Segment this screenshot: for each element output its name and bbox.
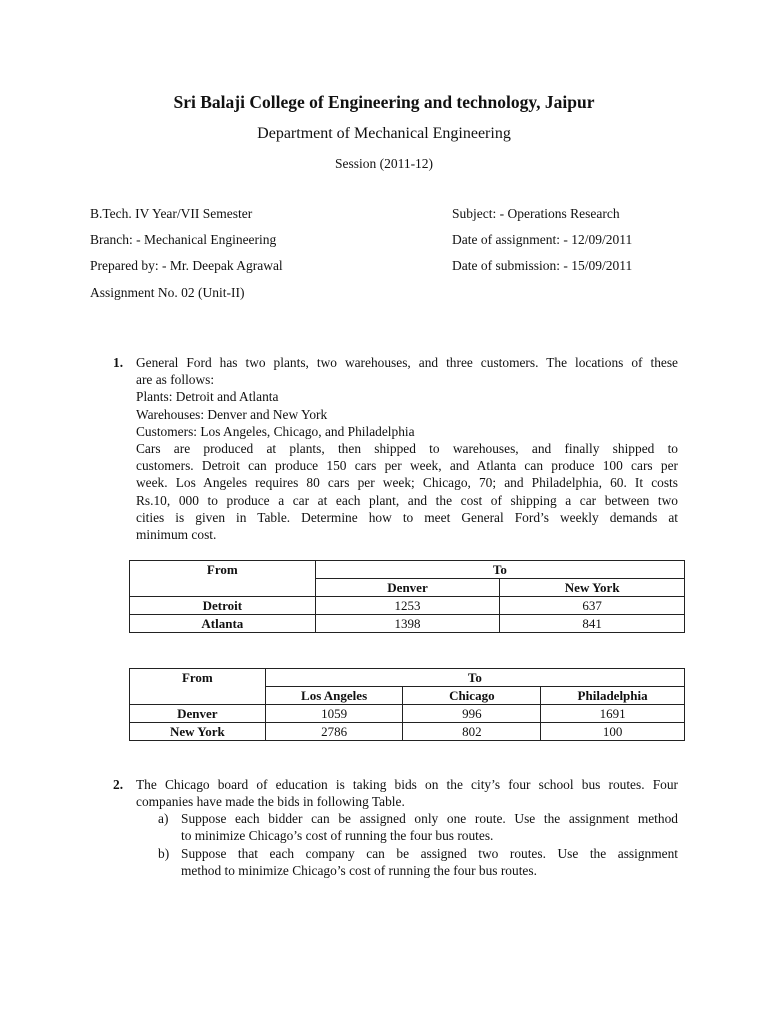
- column-header: New York: [500, 579, 685, 597]
- shipping-table-plants-warehouses: [129, 560, 685, 633]
- row-header: Atlanta: [130, 615, 316, 633]
- q2-line: The Chicago board of education is taking bids on the city’s four school bus routes. Four: [136, 777, 678, 792]
- table-cell: 1691: [541, 705, 685, 723]
- to-header: To: [315, 561, 684, 579]
- q1-line: Plants: Detroit and Atlanta: [136, 389, 279, 405]
- table-row: [130, 597, 685, 615]
- table-row: [130, 705, 685, 723]
- column-header: Chicago: [403, 687, 541, 705]
- prepared-by: Prepared by: - Mr. Deepak Agrawal: [90, 258, 283, 273]
- table-cell: 1398: [315, 615, 500, 633]
- q1-line: week. Los Angeles requires 80 cars per week; Chicago, 70; and Philadelphia, 60. It costs: [136, 475, 678, 491]
- table-cell: 802: [403, 723, 541, 741]
- sub-question-letter: a): [158, 811, 169, 826]
- sub-question-line: Suppose that each company can be assigned two routes. Use the assignment: [181, 846, 678, 861]
- q1-line: General Ford has two plants, two warehouses, and three customers. The locations of these: [136, 355, 678, 370]
- row-header: New York: [130, 723, 266, 741]
- department-name: Department of Mechanical Engineering: [257, 125, 511, 142]
- question-2a: [136, 810, 678, 846]
- question-2-text: [136, 776, 678, 810]
- table-cell: 2786: [265, 723, 403, 741]
- column-header: Philadelphia: [541, 687, 685, 705]
- question-1-text: [136, 354, 678, 543]
- column-header: Denver: [315, 579, 500, 597]
- row-header: Denver: [130, 705, 266, 723]
- table-row: [130, 669, 685, 687]
- sub-question-line: Suppose each bidder can be assigned only one route. Use the assignment method: [181, 811, 678, 826]
- q1-line: cities is given in Table. Determine how to meet General Ford’s weekly demands at: [136, 509, 678, 525]
- date-of-assignment: Date of assignment: - 12/09/2011: [452, 232, 633, 247]
- column-header: Los Angeles: [265, 687, 403, 705]
- q2-line: companies have made the bids in following Table.: [136, 794, 405, 810]
- shipping-table-warehouses-customers: [129, 668, 685, 741]
- q1-line: minimum cost.: [136, 527, 217, 543]
- row-header: Detroit: [130, 597, 316, 615]
- assignment-number: Assignment No. 02 (Unit-II): [90, 285, 245, 300]
- table-row: [130, 561, 685, 579]
- from-header: From: [130, 669, 266, 705]
- question-2b: [136, 845, 678, 881]
- q1-line: customers. Detroit can produce 150 cars per week, and Atlanta can produce 100 cars per: [136, 458, 678, 474]
- q1-line: Warehouses: Denver and New York: [136, 406, 328, 422]
- table-row: [130, 615, 685, 633]
- subject: Subject: - Operations Research: [452, 206, 620, 221]
- question-2-number: 2.: [113, 777, 124, 792]
- table-cell: 1253: [315, 597, 500, 615]
- sub-question-letter: b): [158, 846, 170, 861]
- table-cell: 637: [500, 597, 685, 615]
- table-cell: 1059: [265, 705, 403, 723]
- date-of-submission: Date of submission: - 15/09/2011: [452, 258, 633, 273]
- session: Session (2011-12): [334, 156, 434, 171]
- sub-question-line: to minimize Chicago’s cost of running the four bus routes.: [181, 828, 494, 844]
- from-header: From: [130, 561, 316, 597]
- q1-line: Cars are produced at plants, then shipped to warehouses, and finally shipped to: [136, 441, 678, 457]
- to-header: To: [265, 669, 684, 687]
- sub-question-line: method to minimize Chicago’s cost of running the four bus routes.: [181, 863, 537, 879]
- q1-line: Customers: Los Angeles, Chicago, and Philadelphia: [136, 423, 415, 439]
- table-row: [130, 723, 685, 741]
- table-cell: 841: [500, 615, 685, 633]
- q1-line: Rs.10, 000 to produce a car at each plant, and the cost of shipping a car between two: [136, 492, 678, 508]
- q1-line: are as follows:: [136, 372, 215, 388]
- table-cell: 996: [403, 705, 541, 723]
- table-cell: 100: [541, 723, 685, 741]
- branch: Branch: - Mechanical Engineering: [90, 232, 277, 247]
- course-year: B.Tech. IV Year/VII Semester: [90, 206, 253, 221]
- question-1-number: 1.: [113, 355, 124, 370]
- college-title: Sri Balaji College of Engineering and technology, Jaipur: [173, 92, 595, 112]
